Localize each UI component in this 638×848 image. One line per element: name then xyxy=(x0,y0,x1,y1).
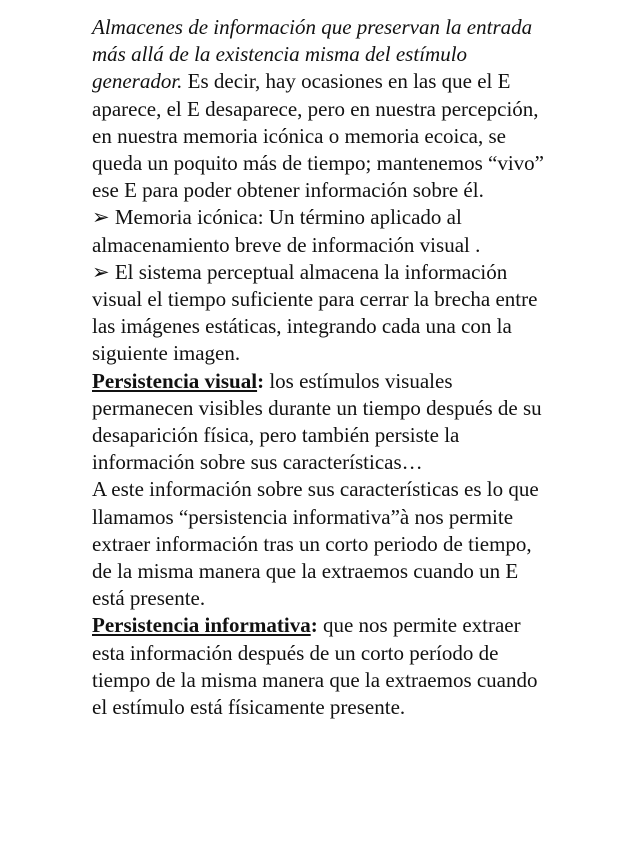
informative-persistence-colon: : xyxy=(310,613,318,638)
visual-persistence-paragraph xyxy=(92,368,552,477)
explanation-paragraph: A este información sobre sus características es lo que llamamos “persistencia informativa”à nos permite extraer información tras un corto periodo de tiempo, de la misma manera que la extraemos cuando un E está presente. xyxy=(92,477,539,611)
visual-persistence-text: los estímulos visuales permanecen visibles durante un tiempo después de su desaparición física, pero también persiste la información sobre sus características… xyxy=(92,368,542,475)
intro-text: Es decir, hay ocasiones en las que el E aparece, el E desaparece, pero en nuestra percepción, en nuestra memoria icónica o memoria ecoica, se queda un poquito más de tiempo; mantenemos “vivo” ese E para poder obtener información sobre él. xyxy=(92,69,544,203)
document-page xyxy=(92,14,552,721)
visual-persistence-colon: : xyxy=(257,368,265,393)
informative-persistence-paragraph xyxy=(92,612,552,721)
informative-persistence-term: Persistencia informativa xyxy=(92,613,311,638)
visual-persistence-term: Persistencia visual xyxy=(92,368,258,393)
intro-italic-definition: Almacenes de información que preservan la entrada más allá de la existencia misma del estímulo generador. xyxy=(92,15,533,94)
bullet-perceptual-system: ➢ El sistema perceptual almacena la información visual el tiempo suficiente para cerrar la brecha entre las imágenes estáticas, integrando cada una con la siguiente imagen. xyxy=(92,259,538,366)
informative-persistence-text: que nos permite extraer esta información después de un corto período de tiempo de la misma manera que la extraemos cuando el estímulo está físicamente presente. xyxy=(92,613,538,720)
intro-paragraph xyxy=(92,14,552,204)
bullet-iconic-memory: ➢ Memoria icónica: Un término aplicado al almacenamiento breve de información visual . xyxy=(92,205,481,257)
